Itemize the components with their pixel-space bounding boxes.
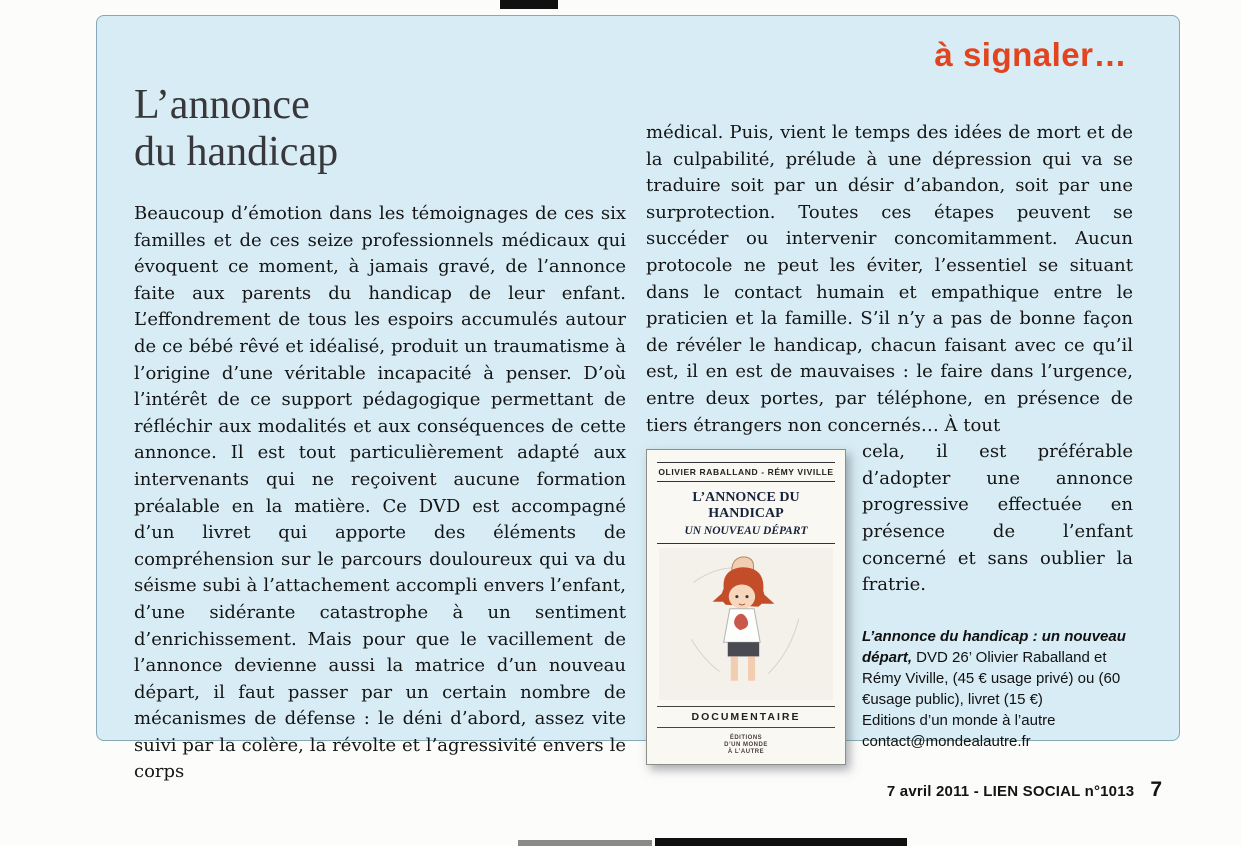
dvd-rule-subtitle	[657, 543, 835, 544]
dvd-subtitle: UN NOUVEAU DÉPART	[684, 525, 808, 538]
caption-publisher: Editions d’un monde à l’autre	[862, 711, 1056, 729]
caption-contact: contact@mondealautre.fr	[862, 732, 1031, 750]
scan-artifact-bottom	[655, 838, 907, 846]
girl-drawing-icon	[659, 548, 833, 700]
dvd-rule-authors	[657, 481, 835, 482]
right-column	[646, 120, 1133, 771]
dvd-cover	[646, 449, 846, 765]
dvd-rule-top	[657, 462, 835, 463]
dvd-title: L’ANNONCE DU HANDICAP	[692, 490, 800, 522]
dvd-publisher-line3: À L’AUTRE	[727, 749, 765, 756]
caption-title: L’annonce du handicap : un nouveau départ,	[862, 627, 1126, 666]
article-panel	[96, 15, 1180, 783]
section-label: à signaler…	[934, 36, 1127, 73]
dvd-illustration	[659, 548, 833, 700]
article-body-col1: Beaucoup d’émotion dans les témoignages de ces six familles et de ces seize professionnels médicaux qui évoquent ce moment, à jamais gravé, de l’annonce faite aux parents du handicap de leur enfant. L’effondrement de tous les espoirs accumulés autour de ce bébé rêvé et idéalisé, produit un traumatisme à l’origine d’une véritable incapacité à penser. D’où l’intérêt de ce support pédagogique permettant de réfléchir aux modalités et aux conséquences de cette annonce. Il est tout particulièrement adapté aux intervenants qui ne reçoivent aucune formation préalable en la matière. Ce DVD est accompagné d’un livret qui apporte des éléments de compréhension sur le parcours douloureux qui va du séisme subi à l’attachement accompli envers l’enfant, d’une sidérante catastrophe à un sentiment d’enrichissement. Mais pour que le vacillement de l’annonce devienne aussi la matrice d’un nouveau départ, il faut passer par un certain nombre de mécanismes de défense : le déni d’abord, assez vite suivi par la colère, la révolte et l’agressivité envers le corps	[134, 203, 626, 783]
footer-page-number: 7	[1150, 778, 1162, 801]
caption-details: DVD 26’ Olivier Raballand et Rémy Viville, (45 € usage privé) ou (60 €usage public), livret (15 €)	[862, 648, 1121, 708]
dvd-publisher-line2: D’UN MONDE	[724, 742, 768, 749]
article-body-col2-wrap: cela, il est préférable d’adopter une annonce progressive effectuée en présence de l’enfant concerné et sans oublier la fratrie.	[862, 441, 1133, 596]
dvd-publisher-line1: ÉDITIONS	[729, 735, 763, 742]
scan-artifact-top	[500, 0, 558, 9]
article-body-col2: médical. Puis, vient le temps des idées de mort et de la culpabilité, prélude à une dépression qui va se traduire soit par un désir d’abandon, soit par une surprotection. Toutes ces étapes peuvent se succéder ou intervenir concomitamment. Aucun protocole ne peut les éviter, l’essentiel se situant dans le contact humain et empathique entre le praticien et la famille. S’il n’y a pas de bonne façon de révéler le handicap, chacun faisant avec ce qu’il est, il en est de mauvaises : le faire dans l’urgence, entre deux portes, par téléphone, en présence de tiers étrangers non concernés… À tout	[646, 122, 1133, 436]
dvd-cover-front	[646, 449, 846, 765]
scan-artifact-bottom-2	[518, 840, 652, 846]
page-footer	[887, 778, 1162, 802]
dvd-authors: OLIVIER RABALLAND - RÉMY VIVILLE	[658, 467, 834, 478]
dvd-genre-label: DOCUMENTAIRE	[657, 706, 835, 728]
article-title-line2: du handicap	[134, 129, 339, 175]
article-title	[134, 82, 626, 176]
dvd-publisher-logo	[657, 735, 835, 756]
left-column	[134, 82, 626, 786]
footer-issue: 7 avril 2011 - LIEN SOCIAL n°1013	[886, 783, 1135, 800]
article-title-line1: L’annonce	[134, 82, 310, 128]
